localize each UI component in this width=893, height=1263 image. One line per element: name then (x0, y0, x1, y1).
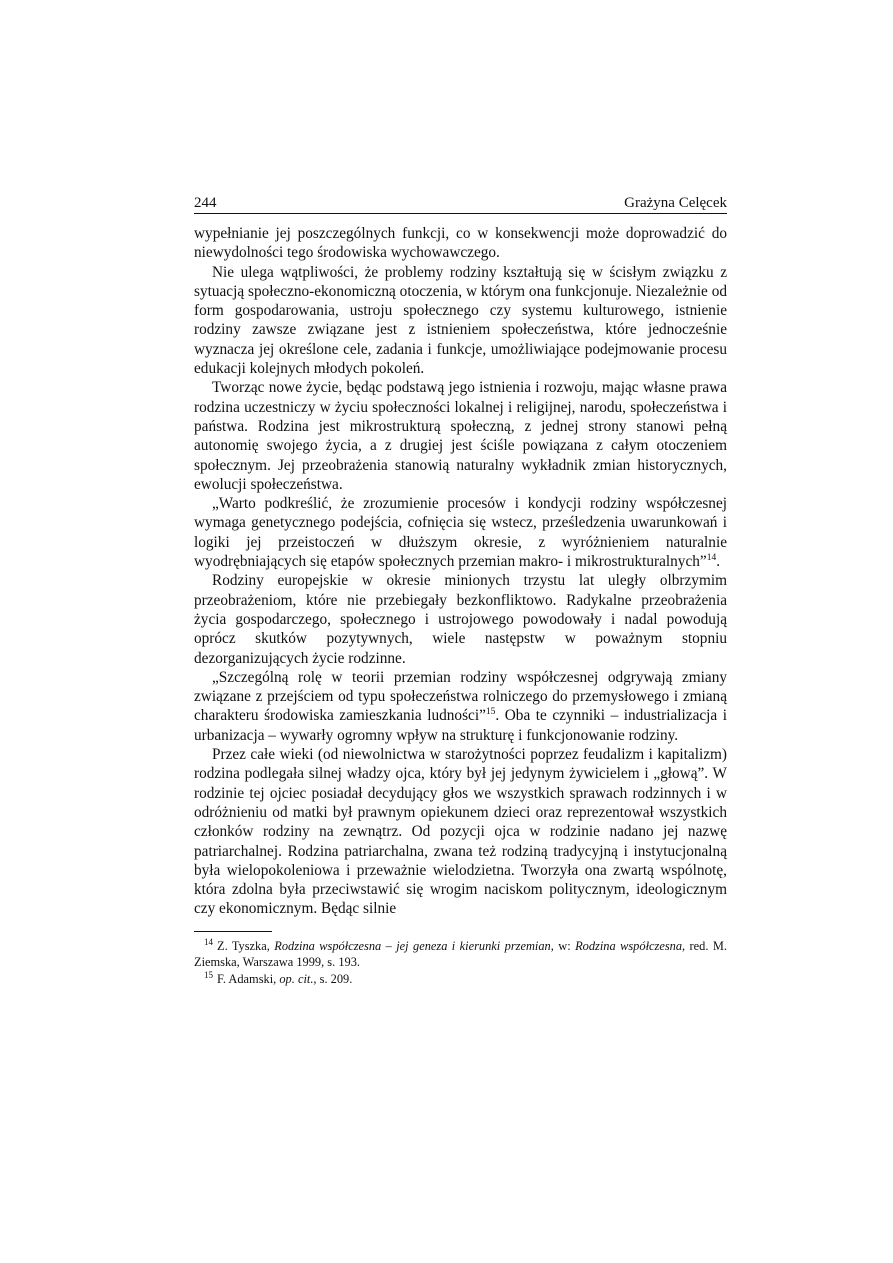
paragraph-7: Przez całe wieki (od niewolnictwa w starożytności poprzez feudalizm i kapitalizm) rodzina podlegała silnej władzy ojca, który był jej jedynym żywicielem i „głową”. W rodzinie tej ojciec posiadał decydujący głos we wszystkich sprawach rodzinnych i w odróżnieniu od matki był prawnym opiekunem dzieci oraz reprezentował wszystkich członków rodziny na zewnątrz. Od pozycji ojca w rodzinie nadano jej nazwę patriarchalnej. Rodzina patriarchalna, zwana też rodziną tradycyjną i instytucjonalną była wielopokoleniowa i przeważnie wielodzietna. Tworzyła ona zwartą wspólnotę, która zdolna była przeciwstawić się wrogim naciskom politycznym, ideologicznym czy ekonomicznym. Będąc silnie (194, 746, 727, 918)
paragraph-3: Tworząc nowe życie, będąc podstawą jego istnienia i rozwoju, mając własne prawa rodzina uczestniczy w życiu społeczności lokalnej i religijnej, narodu, społeczeństwa i państwa. Rodzina jest mikrostrukturą społeczną, z jednej strony stanowi pełną autonomię swojego życia, a z drugiej jest ściśle powiązana z całym otoczeniem społecznym. Jej przeobrażenia stanowią naturalny wykładnik zmian historycznych, ewolucji społeczeństwa. (194, 379, 727, 493)
quote-tail-2: . Oba te czynniki – industrializacja i urbanizacja – wywarły ogromny wpływ na strukturę i funkcjonowanie rodziny. (194, 707, 727, 744)
footnote-15 (194, 971, 727, 988)
footnote-rest: red. M. Ziemska, Warszawa 1999, s. 193. (194, 938, 727, 970)
footnote-rest: s. 209. (319, 971, 353, 986)
footnote-author: Z. Tyszka, (217, 938, 270, 953)
footnote-ref-14[interactable]: 14 (706, 552, 717, 563)
footnote-number: 15 (204, 969, 213, 980)
quote-text-2: „Szczególną rolę w teorii przemian rodziny współczesnej odgrywają zmiany związane z przejściem od typu społeczeństwa rolniczego do przemysłowego i zmianą charakteru środowiska zamieszkania ludności” (194, 668, 727, 725)
quote-tail-1: . (716, 553, 721, 571)
page-number: 244 (194, 195, 217, 211)
paragraph-6-quote (194, 668, 727, 745)
footnote-number: 14 (204, 936, 213, 947)
paragraph-5: Rodziny europejskie w okresie minionych trzystu lat uległy olbrzymim przeobrażeniom, które nie przebiegały bezkonfliktowo. Radykalne przeobrażenia życia gospodarczego, społecznego i ustrojowego powodowały i nadal powodują oprócz skutków pozytywnych, wiele następstw w poważnym stopniu dezorganizujących życie rodzinne. (194, 572, 727, 667)
document-page (194, 193, 727, 987)
footnote-ref-15[interactable]: 15 (485, 707, 496, 718)
running-head-author: Grażyna Celęcek (624, 195, 727, 211)
body-text (194, 224, 727, 919)
paragraph-1: wypełnianie jej poszczególnych funkcji, co w konsekwencji może doprowadzić do niewydolności tego środowiska wychowawczego. (194, 225, 727, 262)
footnotes (194, 931, 727, 988)
footnote-author: F. Adamski, (217, 971, 277, 986)
running-head (194, 193, 727, 214)
paragraph-2: Nie ulega wątpliwości, że problemy rodziny kształtują się w ścisłym związku z sytuacją społeczno-ekonomiczną otoczenia, w którym ona funkcjonuje. Niezależnie od form gospodarowania, ustroju społecznego czy systemu kulturowego, istnienie rodziny zawsze związane jest z istnieniem społeczeństwa, które jednocześnie wyznacza jej określone cele, zadania i funkcje, umożliwiające podejmowanie procesu edukacji kolejnych młodych pokoleń. (194, 263, 727, 378)
quote-text-1: „Warto podkreślić, że zrozumienie procesów i kondycji rodziny współczesnej wymaga genetycznego podejścia, cofnięcia się wstecz, prześledzenia uwarunkowań i logiki jej przeistoczeń w dłuższym okresie, z wyróżnieniem naturalnie wyodrębniających się etapów społecznych przemian makro- i mikrostrukturalnych” (194, 495, 727, 571)
paragraph-4-quote (194, 494, 727, 571)
footnote-source-title: Rodzina współczesna, (575, 938, 686, 953)
footnote-14 (194, 938, 727, 971)
footnote-title: op. cit., (279, 971, 317, 986)
footnote-title: Rodzina współczesna – jej geneza i kierunki przemian, (274, 938, 554, 953)
footnote-divider (194, 931, 272, 932)
footnote-in-label: w: (558, 938, 571, 953)
